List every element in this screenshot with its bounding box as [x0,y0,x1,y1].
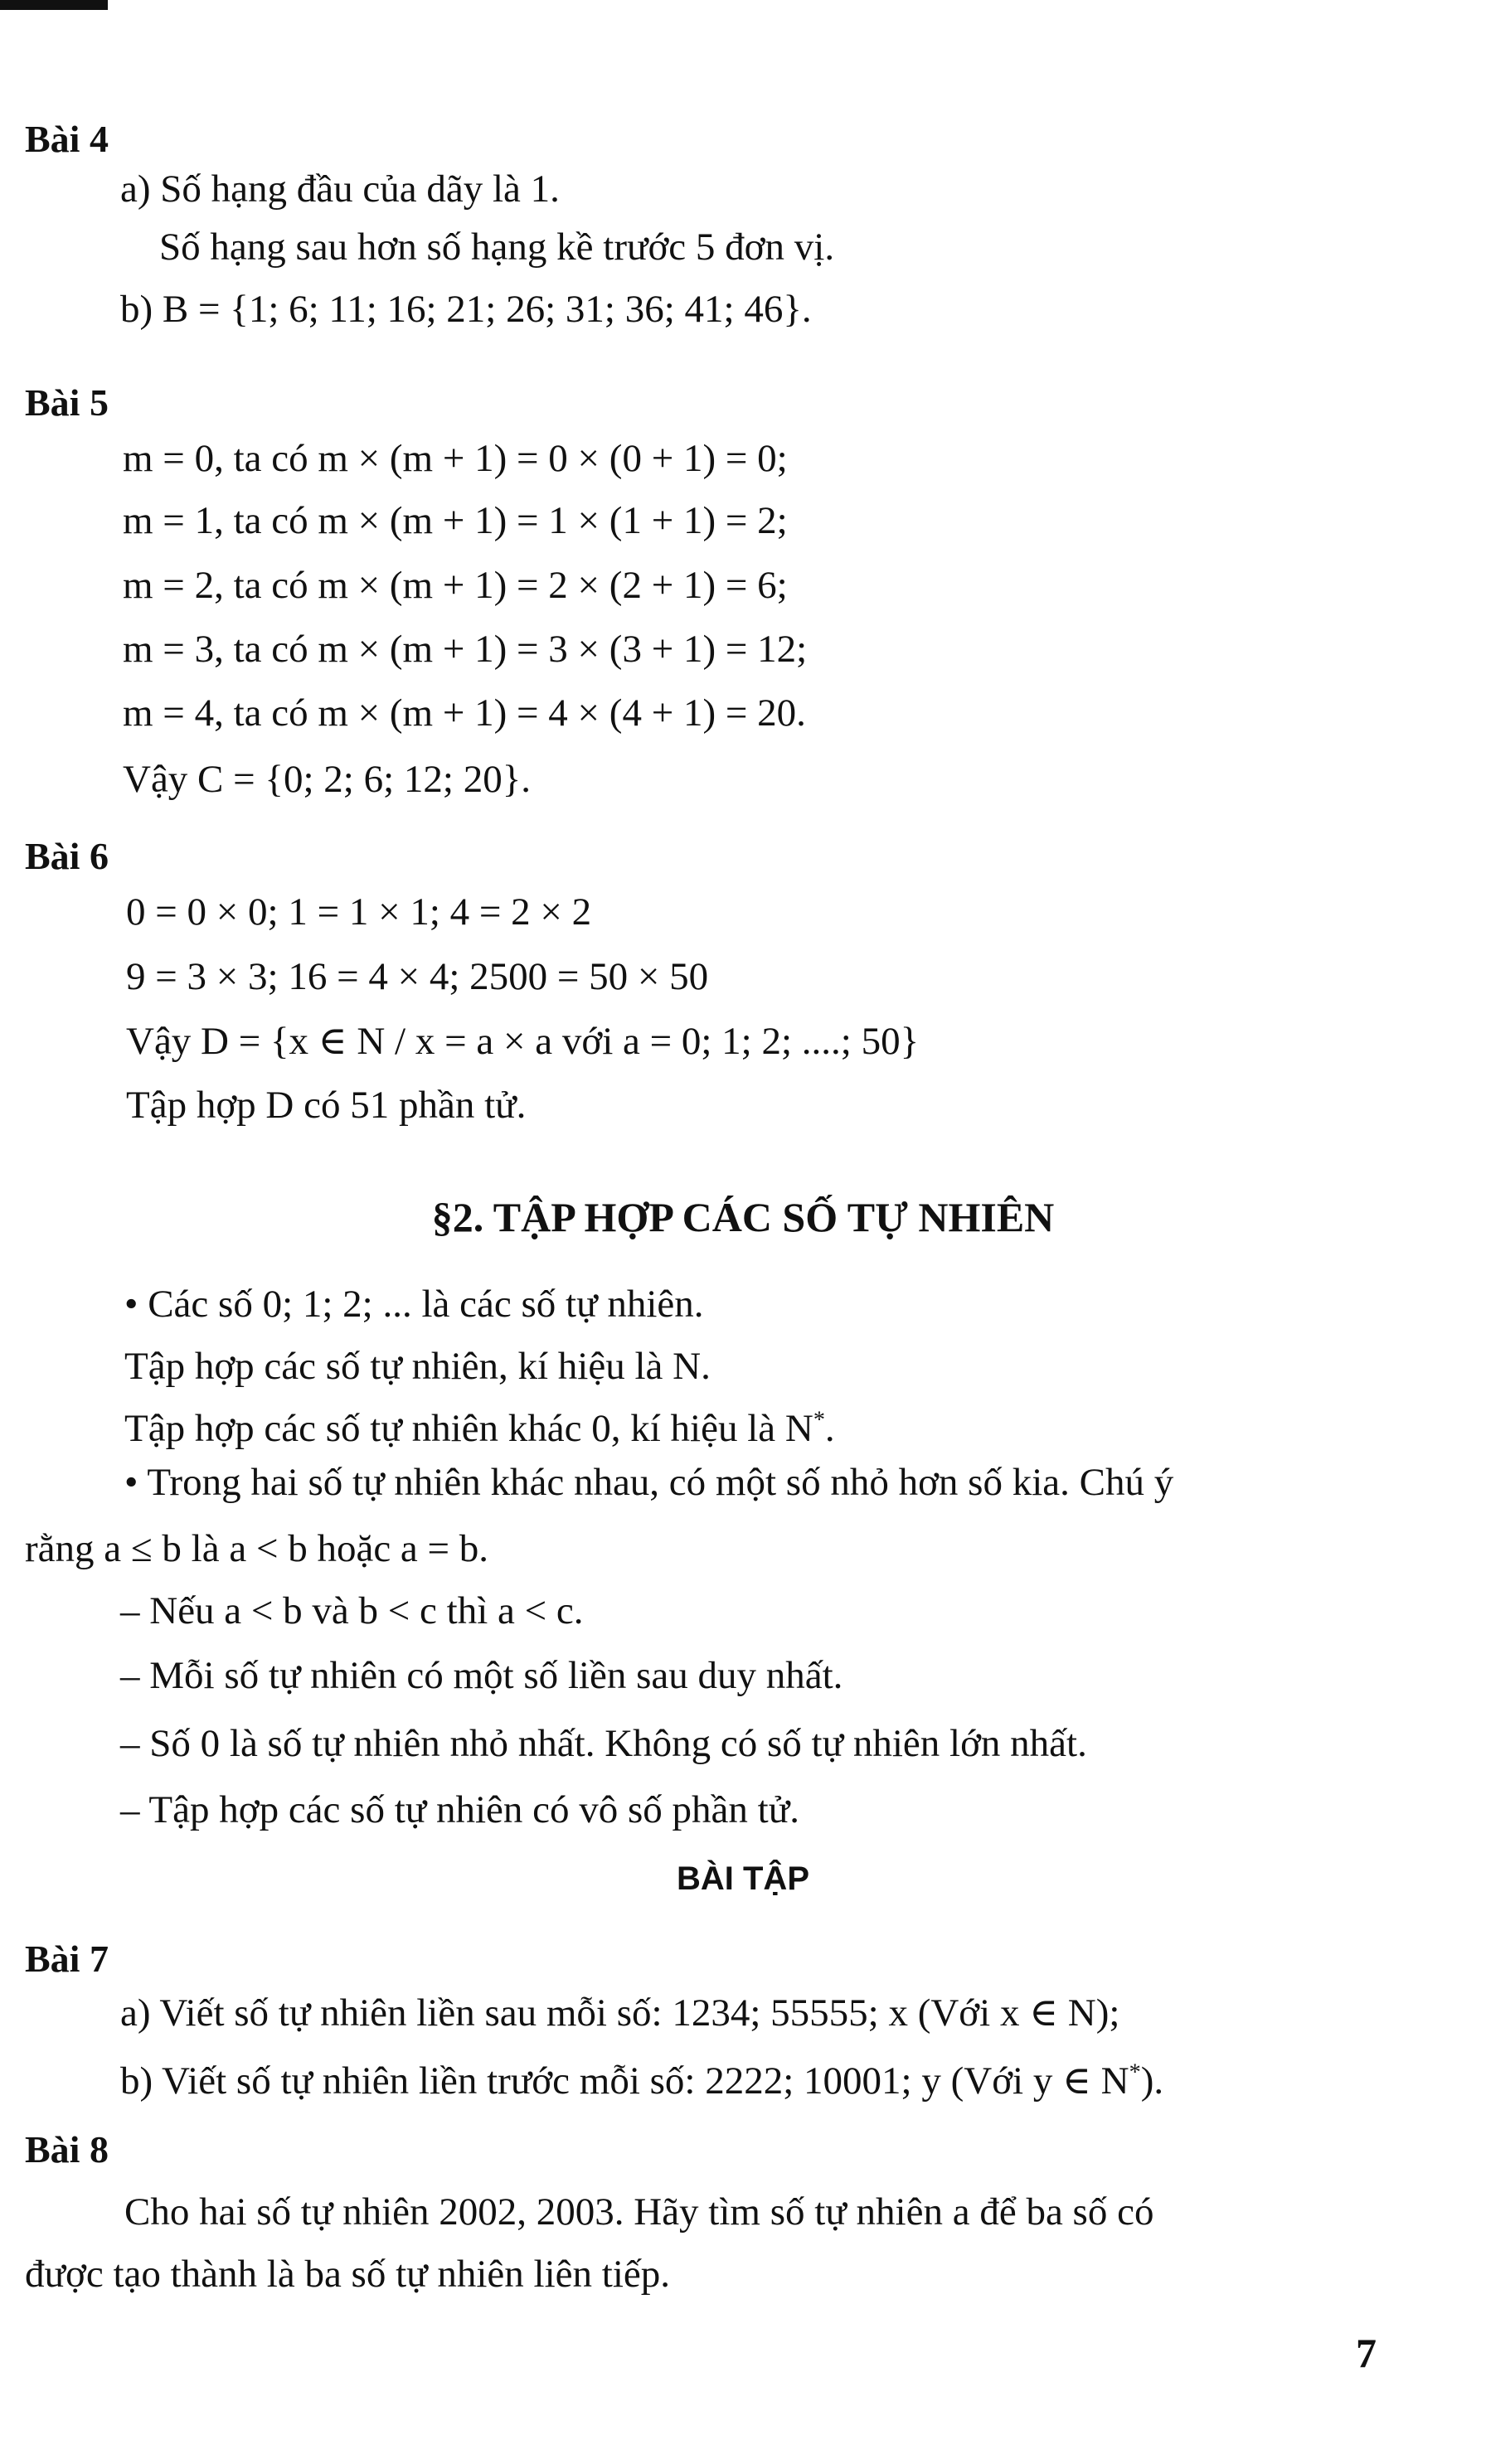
bai8-heading: Bài 8 [25,2128,109,2171]
bai5-heading: Bài 5 [25,381,109,424]
bai7-part-b-body: b) Viết số tự nhiên liền trước mỗi số: 2222; 10001; y (Với y ∈ N [120,2059,1129,2103]
bai6-line: 0 = 0 × 0; 1 = 1 × 1; 4 = 2 × 2 [126,890,592,934]
section-text: Tập hợp các số tự nhiên, kí hiệu là N. [124,1345,711,1388]
section-bullet: – Mỗi số tự nhiên có một số liền sau duy nhất. [120,1654,843,1697]
bai5-line: m = 2, ta có m × (m + 1) = 2 × (2 + 1) = 6; [123,564,788,607]
bai5-line: m = 4, ta có m × (m + 1) = 4 × (4 + 1) = 20. [123,691,806,735]
section-bullet: – Số 0 là số tự nhiên nhỏ nhất. Không có số tự nhiên lớn nhất. [120,1722,1087,1765]
bai6-heading: Bài 6 [25,835,109,877]
bai7-part-b [120,2058,1163,2104]
bai8-text: được tạo thành là ba số tự nhiên liên tiếp. [25,2253,671,2296]
bai6-conclusion: Tập hợp D có 51 phần tử. [126,1084,527,1127]
bai4-heading: Bài 4 [25,118,109,160]
bai4-part-b: b) B = {1; 6; 11; 16; 21; 26; 31; 36; 41; 46}. [120,288,812,331]
bai7-part-b-end: ). [1140,2059,1164,2103]
bai5-conclusion: Vậy C = {0; 2; 6; 12; 20}. [123,758,532,801]
section-text-body: Tập hợp các số tự nhiên khác 0, kí hiệu là N [124,1407,813,1450]
bai7-heading: Bài 7 [25,1938,109,1980]
bai4-part-a-continued: Số hạng sau hơn số hạng kề trước 5 đơn vị. [159,226,835,269]
bai5-line: m = 1, ta có m × (m + 1) = 1 × (1 + 1) = 2; [123,499,788,542]
bai8-text: Cho hai số tự nhiên 2002, 2003. Hãy tìm số tự nhiên a để ba số có [124,2190,1154,2234]
bai5-line: m = 3, ta có m × (m + 1) = 3 × (3 + 1) = 12; [123,628,808,671]
bai6-line: 9 = 3 × 3; 16 = 4 × 4; 2500 = 50 × 50 [126,955,709,998]
section-text: • Trong hai số tự nhiên khác nhau, có một số nhỏ hơn số kia. Chú ý [124,1461,1174,1504]
n-star-superscript: * [1129,2059,1141,2086]
bai4-part-a: a) Số hạng đầu của dãy là 1. [120,167,560,211]
page-number: 7 [1356,2330,1377,2376]
n-star-superscript: * [813,1407,825,1433]
bai5-line: m = 0, ta có m × (m + 1) = 0 × (0 + 1) = 0; [123,437,788,480]
bai7-part-a: a) Viết số tự nhiên liền sau mỗi số: 1234; 55555; x (Với x ∈ N); [120,1991,1120,2035]
section-bullet: – Tập hợp các số tự nhiên có vô số phần tử. [120,1788,799,1831]
section-title: §2. TẬP HỢP CÁC SỐ TỰ NHIÊN [431,1194,1055,1240]
bai6-line: Vậy D = {x ∈ N / x = a × a với a = 0; 1; 2; ....; 50} [126,1020,920,1063]
section-text-end: . [824,1407,835,1450]
section-text: • Các số 0; 1; 2; ... là các số tự nhiên. [124,1283,704,1326]
section-bullet: – Nếu a < b và b < c thì a < c. [120,1589,584,1632]
section-text: rằng a ≤ b là a < b hoặc a = b. [25,1527,489,1570]
section-text [124,1405,835,1452]
exercises-title: BÀI TẬP [677,1860,809,1897]
